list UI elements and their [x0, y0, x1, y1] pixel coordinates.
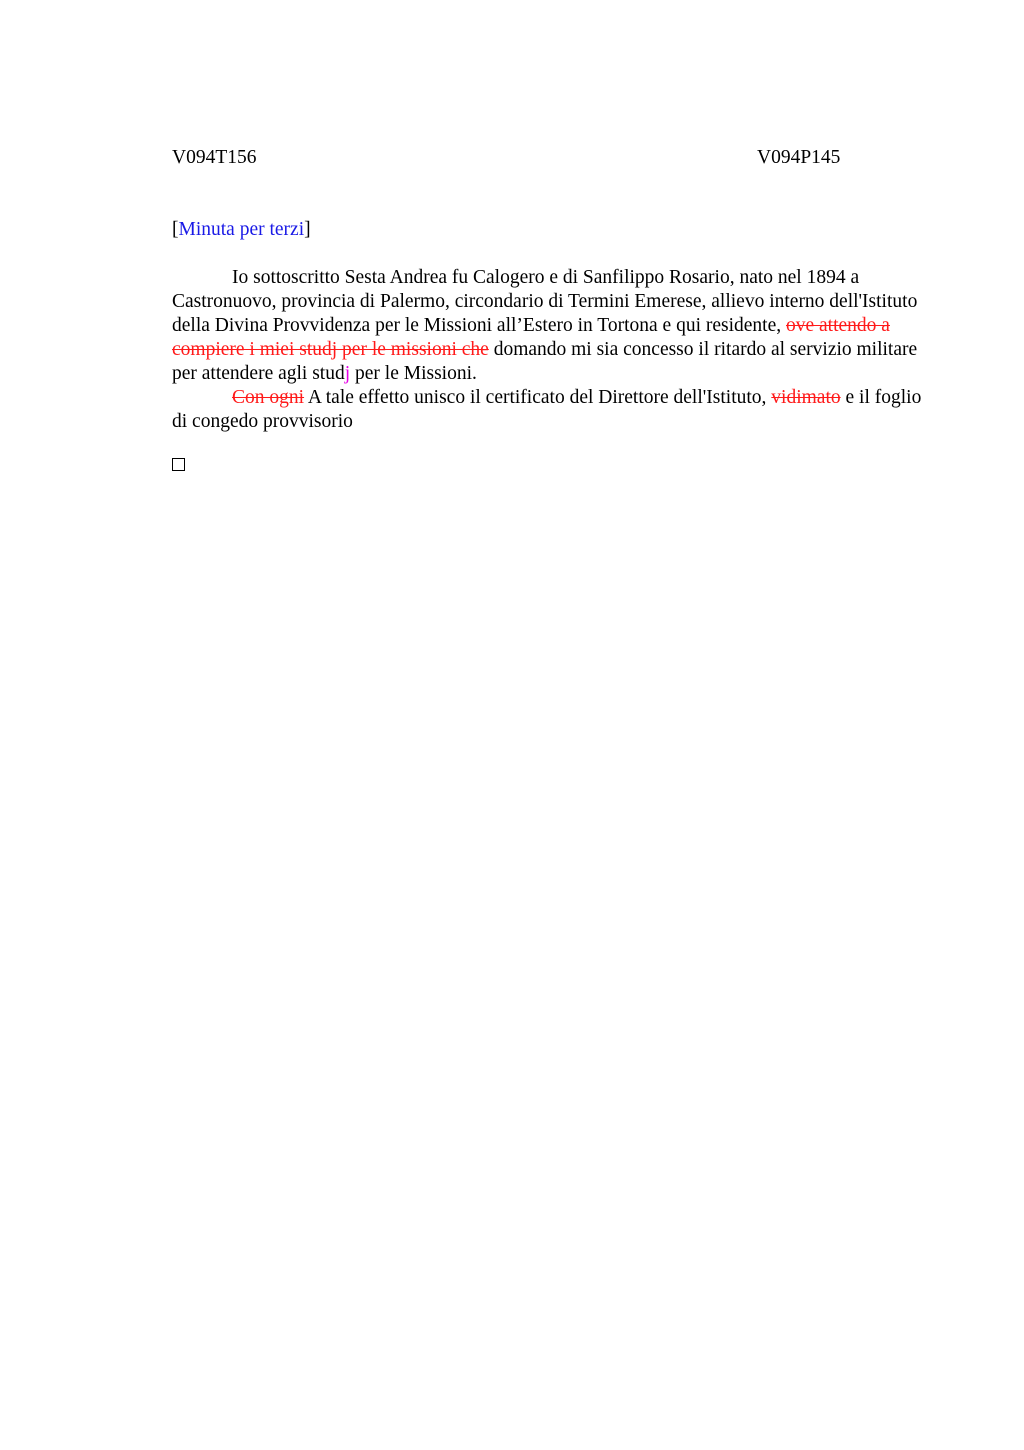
deleted-text: ove attendo a compiere i miei studj per le missioni che [172, 315, 890, 360]
document-note [172, 218, 311, 242]
paragraph-attachments [172, 386, 924, 434]
paragraph-request [172, 266, 924, 386]
paragraph1-text-a: Io sottoscritto Sesta Andrea fu Calogero e di Sanfilippo Rosario, nato nel 1894 a Castronuovo, provincia di Palermo, circondario di Termini Emerese, allievo interno dell'Istituto della Divina Provvidenza per le Missioni all’Estero in Tortona e qui residente, [172, 267, 918, 336]
paragraph2-text-b: e il foglio di congedo provvisorio [172, 387, 922, 432]
inserted-letter: j [344, 363, 351, 384]
paragraph1-text-c: per le Missioni. [350, 363, 477, 384]
deleted-text: vidimato [771, 387, 841, 408]
note-close-bracket: ] [304, 219, 311, 240]
paragraph2-text-a: A tale effetto unisco il certificato del Direttore dell'Istituto, [304, 387, 772, 408]
document-header [172, 146, 924, 170]
document-body [172, 266, 924, 434]
checkbox-square-icon [172, 458, 185, 471]
document-page [172, 146, 924, 432]
note-label: Minuta per terzi [178, 219, 305, 240]
document-code-left: V094T156 [172, 147, 257, 168]
paragraph1-text-b: domando mi sia concesso il ritardo al servizio militare per attendere agli stud [172, 339, 918, 384]
deleted-text: Con ogni [232, 387, 305, 408]
document-code-right: V094P145 [757, 147, 841, 168]
note-open-bracket: [ [172, 219, 179, 240]
